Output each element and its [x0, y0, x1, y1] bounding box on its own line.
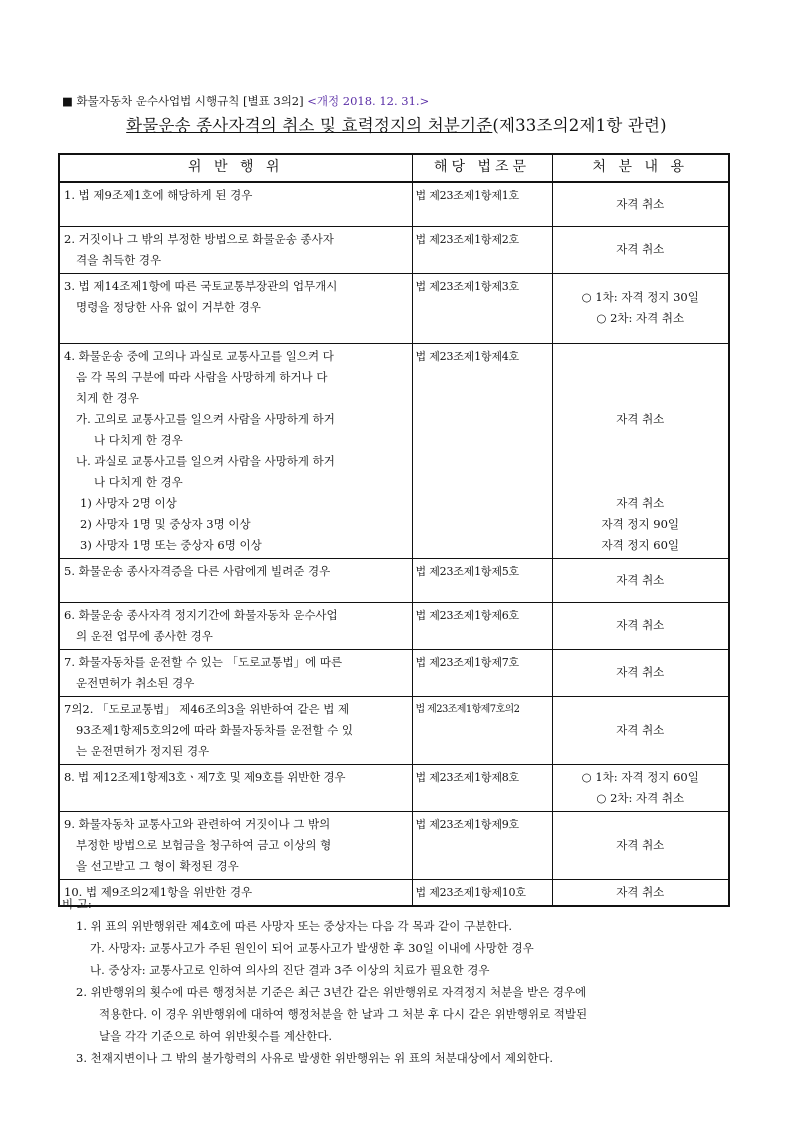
violation-cell: 3. 법 제14조제1항에 따른 국토교통부장관의 업무개시 명령을 정당한 사유 없이 거부한 경우: [59, 273, 412, 343]
violation-cell: 9. 화물자동차 교통사고와 관련하여 거짓이나 그 밖의 부정한 방법으로 보험금을 청구하여 금고 이상의 형 을 선고받고 그 형이 확정된 경우: [59, 811, 412, 879]
title-main: 화물운송 종사자격의 취소 및 효력정지의 처분기준: [126, 116, 493, 135]
result-cell: 자격 취소: [552, 811, 729, 879]
violation-cell: 7의2. 「도로교통법」 제46조의3을 위반하여 같은 법 제 93조제1항제5호의2에 따라 화물자동차를 운전할 수 있 는 운전면허가 정지된 경우: [59, 696, 412, 764]
result-cell: 자격 취소: [552, 649, 729, 696]
remark-1-na: 나. 중상자: 교통사고로 인하여 의사의 진단 결과 3주 이상의 치료가 필요한 경우: [90, 963, 490, 977]
law-cell: 법 제23조제1항제7호의2: [412, 696, 552, 764]
law-cell: 법 제23조제1항제9호: [412, 811, 552, 879]
table-row: [59, 182, 729, 226]
law-cell: 법 제23조제1항제5호: [412, 558, 552, 602]
page-title: [0, 112, 793, 136]
table-row: [59, 273, 729, 343]
table-row: [59, 226, 729, 273]
law-reference-header: [62, 93, 429, 109]
law-cell: 법 제23조제1항제3호: [412, 273, 552, 343]
remark-1: 1. 위 표의 위반행위란 제4호에 따른 사망자 또는 중상자는 다음 각 목과 같이 구분한다.: [76, 919, 513, 933]
table-row: [59, 811, 729, 879]
result-cell: ○ 1차: 자격 정지 60일 ○ 2차: 자격 취소: [552, 764, 729, 811]
table-row: [59, 558, 729, 602]
violation-cell: 1. 법 제9조제1호에 해당하게 된 경우: [59, 182, 412, 226]
title-suffix: (제33조의2제1항 관련): [492, 116, 667, 135]
law-cell: 법 제23조제1항제1호: [412, 182, 552, 226]
result-cell: 자격 취소: [552, 558, 729, 602]
header-violation: 위 반 행 위: [59, 154, 412, 182]
remark-2-line3: 날을 각각 기준으로 하여 위반횟수를 계산한다.: [99, 1029, 333, 1043]
result-cell: 자격 취소: [552, 879, 729, 906]
header-law: 해당 법조문: [412, 154, 552, 182]
law-cell: 법 제23조제1항제8호: [412, 764, 552, 811]
result-cell: 자격 취소: [552, 602, 729, 649]
remark-3: 3. 천재지변이나 그 밖의 불가항력의 사유로 발생한 위반행위는 위 표의 처분대상에서 제외한다.: [76, 1051, 553, 1065]
law-reference: ■ 화물자동차 운수사업법 시행규칙 [별표 3의2]: [62, 94, 304, 108]
violation-cell: 5. 화물운송 종사자격증을 다른 사람에게 빌려준 경우: [59, 558, 412, 602]
remark-2-line2: 적용한다. 이 경우 위반행위에 대하여 행정처분을 한 날과 그 처분 후 다시 같은 위반행위로 적발된: [99, 1007, 588, 1021]
violation-cell: 2. 거짓이나 그 밖의 부정한 방법으로 화물운송 종사자 격을 취득한 경우: [59, 226, 412, 273]
table-row: [59, 602, 729, 649]
violation-cell: 4. 화물운송 중에 고의나 과실로 교통사고를 일으켜 다 음 각 목의 구분에 따라 사람을 사망하게 하거나 다 치게 한 경우 가. 고의로 교통사고를 일으켜 사람을 사망하게 하거 나 다치게 한 경우 나. 과실로 교통사고를 일으켜 사람을 사망하게 하거 나 다치게 한 경우 1) 사망자 2명 이상 2) 사망자 1명 및 중상자 3명 이상 3) 사망자 1명 또는 중상자 6명 이상: [59, 343, 412, 558]
header-result: 처 분 내 용: [552, 154, 729, 182]
violation-cell: 7. 화물자동차를 운전할 수 있는 「도로교통법」에 따른 운전면허가 취소된 경우: [59, 649, 412, 696]
result-cell: 자격 취소: [552, 696, 729, 764]
law-cell: 법 제23조제1항제2호: [412, 226, 552, 273]
law-cell: 법 제23조제1항제6호: [412, 602, 552, 649]
remarks-heading: 비 고:: [62, 897, 92, 911]
law-cell: 법 제23조제1항제10호: [412, 879, 552, 906]
table-row: [59, 343, 729, 558]
violation-cell: 10. 법 제9조의2제1항을 위반한 경우: [59, 879, 412, 906]
table-row: [59, 764, 729, 811]
table-row: [59, 649, 729, 696]
result-cell: ○ 1차: 자격 정지 30일 ○ 2차: 자격 취소: [552, 273, 729, 343]
result-cell: 자격 취소: [552, 226, 729, 273]
violation-cell: 8. 법 제12조제1항제3호ㆍ제7호 및 제9호를 위반한 경우: [59, 764, 412, 811]
violation-cell: 6. 화물운송 종사자격 정지기간에 화물자동차 운수사업 의 운전 업무에 종사한 경우: [59, 602, 412, 649]
law-cell: 법 제23조제1항제4호: [412, 343, 552, 558]
amendment-date: <개정 2018. 12. 31.>: [307, 94, 430, 108]
law-cell: 법 제23조제1항제7호: [412, 649, 552, 696]
result-cell: 자격 취소 자격 취소 자격 정지 90일 자격 정지 60일: [552, 343, 729, 558]
table-header-row: [59, 154, 729, 182]
remarks-section: [62, 893, 732, 1069]
result-cell: 자격 취소: [552, 182, 729, 226]
table-row: [59, 696, 729, 764]
remark-1-ga: 가. 사망자: 교통사고가 주된 원인이 되어 교통사고가 발생한 후 30일 이내에 사망한 경우: [90, 941, 534, 955]
remark-2-line1: 2. 위반행위의 횟수에 따른 행정처분 기준은 최근 3년간 같은 위반행위로 자격정지 처분을 받은 경우에: [76, 985, 587, 999]
penalty-table: [58, 153, 730, 907]
